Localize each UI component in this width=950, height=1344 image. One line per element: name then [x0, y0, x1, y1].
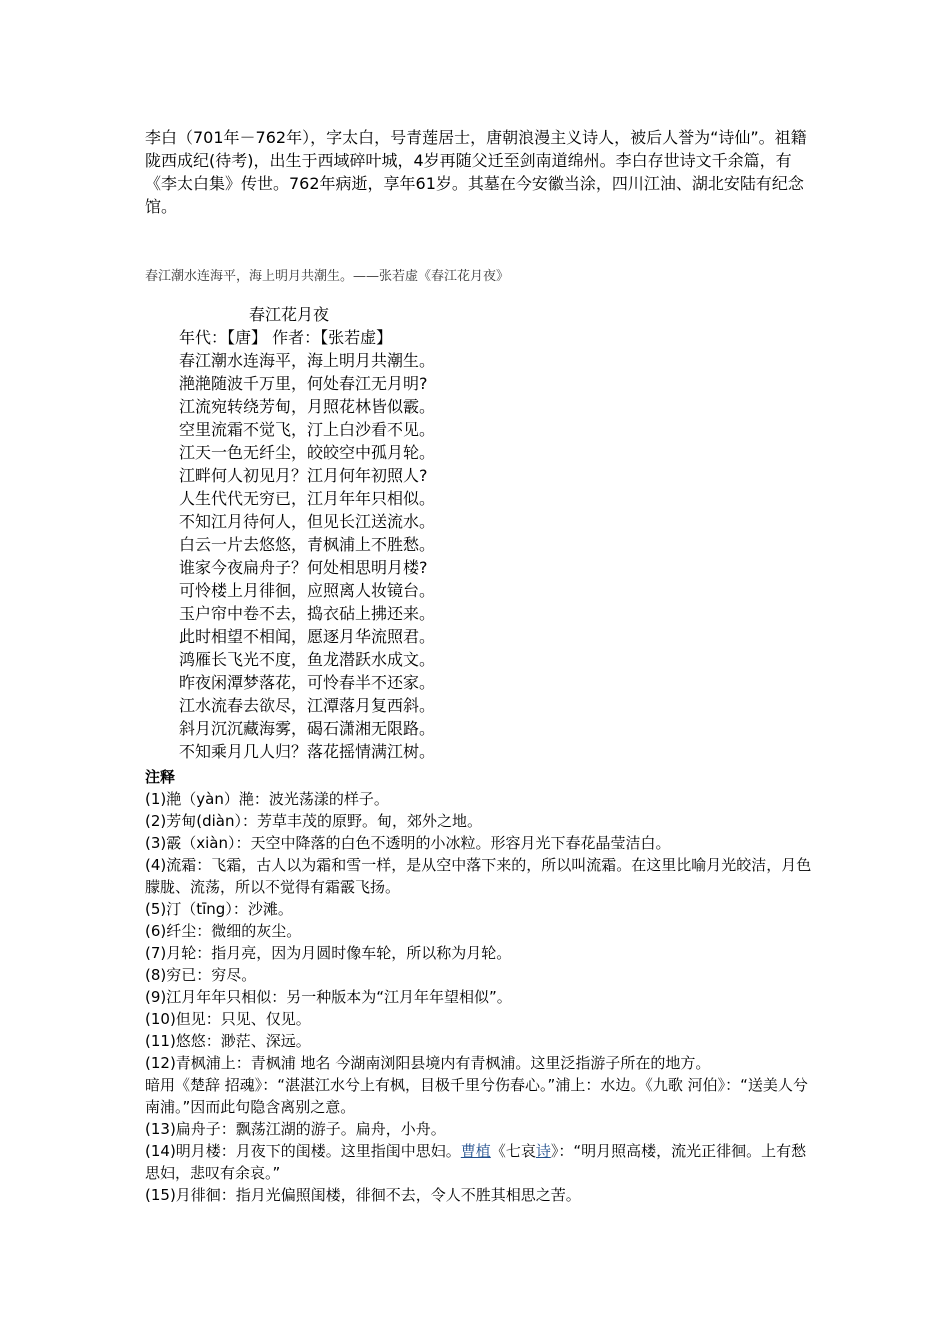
poem-line: 此时相望不相闻，愿逐月华流照君。	[179, 627, 436, 646]
poem-line: 不知江月待何人，但见长江送流水。	[179, 512, 436, 531]
author-biography: 李白（701年－762年），字太白，号青莲居士，唐朝浪漫主义诗人，被后人誉为“诗仙”。祖籍陇西成纪(待考)，出生于西域碎叶城，4岁再随父迁至剑南道绵州。李白存世诗文千余篇，有《李太白集》传世。762年病逝，享年61岁。其墓在今安徽当涂，四川江油、湖北安陆有纪念馆。	[145, 128, 807, 216]
annotation-text: 《七哀	[490, 1142, 536, 1160]
poem-line: 空里流霜不觉飞，汀上白沙看不见。	[179, 420, 436, 439]
poem-meta: 年代：【唐】 作者：【张若虚】	[179, 328, 393, 347]
poem-line: 鸿雁长飞光不度，鱼龙潜跃水成文。	[179, 650, 436, 669]
annotations-section	[145, 766, 815, 1206]
poem-link[interactable]: 诗	[535, 1142, 551, 1160]
annotation-item: (1)滟（yàn）滟：波光荡漾的样子。	[145, 790, 389, 808]
poem-line: 斜月沉沉藏海雾，碣石潇湘无限路。	[179, 719, 436, 738]
annotation-item: 暗用《楚辞 招魂》：“湛湛江水兮上有枫，目极千里兮伤春心。”浦上：水边。《九歌 河伯》：“送美人兮南浦。”因而此句隐含离别之意。	[145, 1076, 808, 1116]
poem-line: 江天一色无纤尘，皎皎空中孤月轮。	[179, 443, 436, 462]
poem-line: 谁家今夜扁舟子？何处相思明月楼?	[179, 558, 428, 577]
annotation-item: (2)芳甸(diàn）：芳草丰茂的原野。甸，郊外之地。	[145, 812, 482, 830]
annotation-item: (5)汀（tīng）：沙滩。	[145, 900, 293, 918]
annotations-heading: 注释	[145, 768, 176, 786]
annotation-item: (3)霰（xiàn）：天空中降落的白色不透明的小冰粒。形容月光下春花晶莹洁白。	[145, 834, 671, 852]
poem-line: 不知乘月几人归？落花摇情满江树。	[179, 742, 436, 761]
poem-line: 可怜楼上月徘徊，应照离人妆镜台。	[179, 581, 436, 600]
annotation-item: (12)青枫浦上：青枫浦 地名 今湖南浏阳县境内有青枫浦。这里泛指游子所在的地方。	[145, 1054, 711, 1072]
poem-line: 白云一片去悠悠，青枫浦上不胜愁。	[179, 535, 436, 554]
poem-line: 春江潮水连海平，海上明月共潮生。	[179, 351, 436, 370]
poem-block	[179, 303, 819, 763]
poem-line: 滟滟随波千万里，何处春江无月明?	[179, 374, 428, 393]
annotation-item: (13)扁舟子：飘荡江湖的游子。扁舟，小舟。	[145, 1120, 446, 1138]
annotation-item: (9)江月年年只相似：另一种版本为“江月年年望相似”。	[145, 988, 512, 1006]
annotation-item: (7)月轮：指月亮，因为月圆时像车轮，所以称为月轮。	[145, 944, 512, 962]
poem-line: 江畔何人初见月？江月何年初照人?	[179, 466, 428, 485]
annotation-item-14	[145, 1140, 815, 1184]
annotation-text: (14)明月楼：月夜下的闺楼。这里指闺中思妇。	[145, 1142, 461, 1160]
poem-line: 江流宛转绕芳甸，月照花林皆似霰。	[179, 397, 436, 416]
featured-quote: 春江潮水连海平，海上明月共潮生。——张若虚《春江花月夜》	[145, 269, 510, 284]
poem-title: 春江花月夜	[249, 305, 330, 324]
poem-line: 江水流春去欲尽，江潭落月复西斜。	[179, 696, 436, 715]
poem-line: 人生代代无穷已，江月年年只相似。	[179, 489, 436, 508]
annotation-item: (11)悠悠：渺茫、深远。	[145, 1032, 311, 1050]
annotation-item: (10)但见：只见、仅见。	[145, 1010, 311, 1028]
annotation-item: (4)流霜：飞霜，古人以为霜和雪一样，是从空中落下来的，所以叫流霜。在这里比喻月光皎洁，月色朦胧、流荡，所以不觉得有霜霰飞扬。	[145, 856, 812, 896]
annotation-item: (6)纤尘：微细的灰尘。	[145, 922, 302, 940]
annotation-text: 》：“明月照高楼，流光正徘徊。上有愁思妇，悲叹有余哀。”	[145, 1142, 807, 1182]
annotation-item: (8)穷已：穷尽。	[145, 966, 257, 984]
poem-line: 昨夜闲潭梦落花，可怜春半不还家。	[179, 673, 436, 692]
annotation-item: (15)月徘徊：指月光偏照闺楼，徘徊不去，令人不胜其相思之苦。	[145, 1186, 581, 1204]
cao-zhi-link[interactable]: 曹植	[460, 1142, 491, 1160]
poem-line: 玉户帘中卷不去，捣衣砧上拂还来。	[179, 604, 436, 623]
